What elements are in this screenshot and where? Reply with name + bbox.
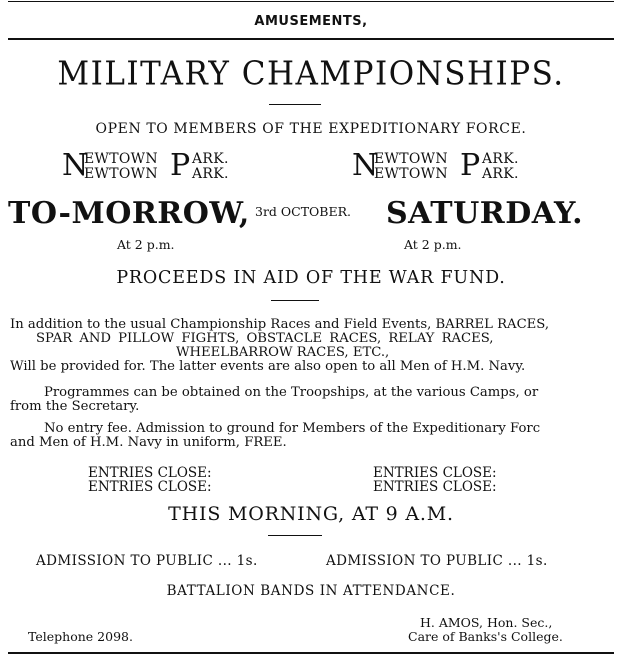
section-header: AMUSEMENTS, <box>254 14 368 29</box>
entries-left-2: ENTRIES CLOSE: <box>88 479 212 495</box>
body-p2-line1: Programmes can be obtained on the Troopships, at the various Camps, or <box>44 385 539 400</box>
entries-right-1: ENTRIES CLOSE: <box>373 465 497 481</box>
body-p1-line4: Will be provided for. The latter events are also open to all Men of H.M. Navy. <box>10 359 526 374</box>
proceeds-line: PROCEEDS IN AID OF THE WAR FUND. <box>116 268 506 288</box>
body-p1-line1: In addition to the usual Championship Races and Field Events, BARREL RACES, <box>10 317 550 332</box>
body-p3-line2: and Men of H.M. Navy in uniform, FREE. <box>10 435 287 450</box>
admission-right: ADMISSION TO PUBLIC ... 1s. <box>326 553 548 569</box>
body-p1-line3: WHEELBARROW RACES, ETC., <box>176 345 390 360</box>
signature-name: H. AMOS, Hon. Sec., <box>420 615 553 630</box>
entries-right-2: ENTRIES CLOSE: <box>373 479 497 495</box>
time-right: At 2 p.m. <box>404 237 462 252</box>
venue-initial-n: N <box>352 148 379 183</box>
venue-initial-n: N <box>62 148 89 183</box>
body-p2-line2: from the Secretary. <box>10 399 140 414</box>
saturday-heading: SATURDAY. <box>386 196 584 231</box>
venue-line1: EWTOWN <box>374 151 448 167</box>
venue-line1: EWTOWN <box>84 151 158 167</box>
tomorrow-heading: TO-MORROW, <box>8 196 250 231</box>
venue-line2-b: ARK. <box>482 166 519 182</box>
body-p3-line1: No entry fee. Admission to ground for Members of the Expeditionary Forc <box>44 421 541 436</box>
venue-line1-b: ARK. <box>482 151 519 167</box>
entries-left-1: ENTRIES CLOSE: <box>88 465 212 481</box>
page-title: MILITARY CHAMPIONSHIPS. <box>57 55 565 93</box>
event-date: 3rd OCTOBER. <box>255 204 351 219</box>
venue-line2: EWTOWN <box>84 166 158 182</box>
open-to-line: OPEN TO MEMBERS OF THE EXPEDITIONARY FORCE. <box>95 121 527 137</box>
venue-line2-b: ARK. <box>192 166 229 182</box>
signature-address: Care of Banks's College. <box>408 629 563 644</box>
venue-initial-p: P <box>460 148 481 183</box>
title-divider <box>269 104 321 105</box>
header-rule <box>8 38 614 40</box>
time-left: At 2 p.m. <box>117 237 175 252</box>
closing-time: THIS MORNING, AT 9 A.M. <box>168 503 454 525</box>
body-p1-line2: SPAR AND PILLOW FIGHTS, OBSTACLE RACES, RELAY RACES, <box>36 331 494 346</box>
top-border <box>8 1 614 2</box>
venue-line2: EWTOWN <box>374 166 448 182</box>
bottom-border <box>8 652 614 654</box>
admission-left: ADMISSION TO PUBLIC ... 1s. <box>36 553 258 569</box>
venue-initial-p: P <box>170 148 191 183</box>
morning-divider <box>268 535 322 536</box>
venue-line1-b: ARK. <box>192 151 229 167</box>
proceeds-divider <box>271 300 319 301</box>
bands-line: BATTALION BANDS IN ATTENDANCE. <box>166 583 456 599</box>
telephone: Telephone 2098. <box>28 629 133 644</box>
